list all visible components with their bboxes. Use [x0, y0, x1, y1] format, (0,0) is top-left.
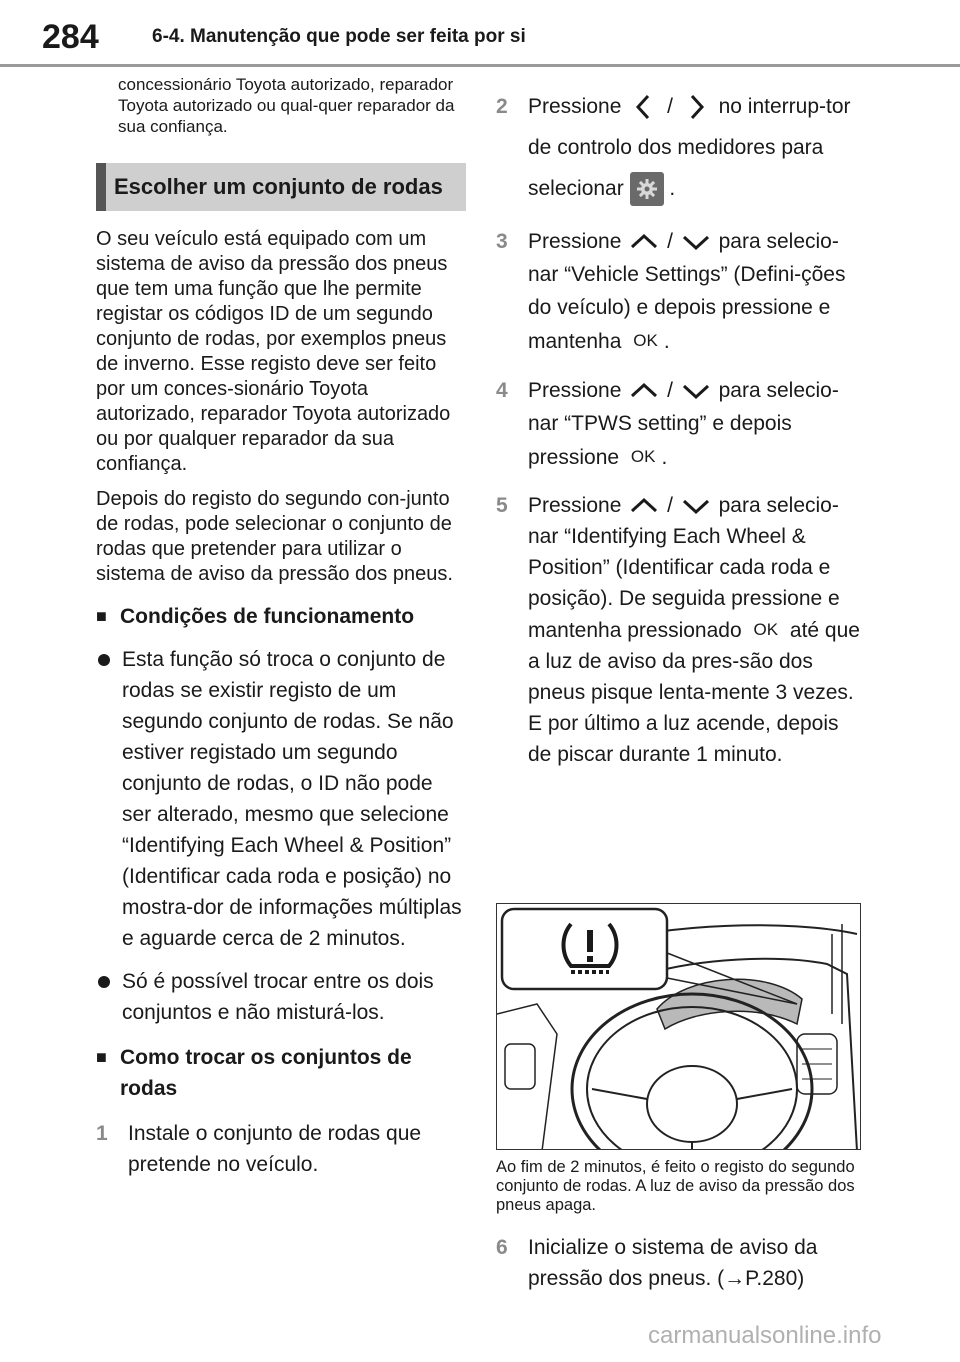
step-number: 1 — [96, 1122, 108, 1145]
step-number: 5 — [496, 494, 508, 517]
subheading-operating-conditions — [96, 601, 466, 632]
step-text: para selecio-nar “TPWS setting” e depois pressione — [528, 379, 839, 469]
square-bullet-icon: ■ — [96, 606, 107, 626]
topic-title: Escolher um conjunto de rodas — [114, 174, 443, 199]
step-text: Pressione — [528, 95, 622, 118]
step-body — [528, 86, 866, 209]
chevron-down-icon — [679, 231, 713, 253]
step-5 — [496, 490, 866, 770]
step-text: para selecio-nar “Identifying Each Wheel & Position” (Identificar cada roda e posição). De seguida pressione e mantenha pressionado — [528, 494, 840, 642]
page-number: 284 — [42, 18, 99, 56]
step-number: 2 — [496, 95, 508, 118]
step-text: no interrup-tor de controlo dos medidores para selecionar — [528, 95, 851, 200]
bullet-item — [96, 644, 466, 954]
chevron-up-icon — [627, 495, 661, 517]
step-text: até que a luz de aviso da pres-são dos pneus pisque lenta-mente 3 vezes. E por último a luz acende, depois de piscar durante 1 minuto. — [528, 619, 860, 766]
step-text: para selecio-nar “Vehicle Settings” (Defini-ções do veículo) e depois pressione e mantenha — [528, 230, 846, 353]
step-body — [528, 225, 866, 358]
step-text: . — [663, 330, 670, 353]
ok-button-label: OK — [753, 620, 779, 639]
ok-button-label: OK — [633, 331, 658, 350]
step-number: 4 — [496, 379, 508, 402]
step-2 — [496, 86, 866, 209]
chevron-left-icon — [627, 92, 661, 122]
subheading-how-to-switch — [96, 1042, 466, 1104]
bullet-text: Só é possível trocar entre os dois conjuntos e não misturá-los. — [122, 970, 434, 1024]
header-divider — [0, 64, 960, 67]
topic-heading — [96, 163, 466, 211]
watermark: carmanualsonline.info — [648, 1322, 882, 1349]
step-text: Inicialize o sistema de aviso da pressão dos pneus. (→P.280) — [528, 1236, 818, 1290]
ok-button-label: OK — [630, 447, 656, 466]
bullet-dot-icon — [96, 966, 122, 1028]
step-number: 3 — [496, 230, 508, 253]
intro-paragraph-1: O seu veículo está equipado com um sistema de aviso da pressão dos pneus que tem uma função que lhe permite registar os códigos ID de um segundo conjunto de rodas, por exemplos pneus de inverno. Esse registo deve ser feito por um conces-sionário Toyota autorizado, reparador Toyota autorizado ou por qualquer reparador da sua confiança. — [96, 228, 451, 475]
tpms-warning-icon — [555, 918, 625, 978]
square-bullet-icon: ■ — [96, 1047, 107, 1067]
step-body — [528, 490, 866, 770]
step-body — [528, 374, 866, 474]
section-title: 6-4. Manutenção que pode ser feita por si — [152, 26, 526, 47]
slash-separator: / — [667, 230, 673, 253]
step-4 — [496, 374, 866, 474]
intro-note: concessionário Toyota autorizado, reparador Toyota autorizado ou qual-quer reparador da sua confiança. — [118, 75, 455, 136]
chevron-right-icon — [679, 92, 713, 122]
chevron-up-icon — [627, 231, 661, 253]
figure-caption: Ao fim de 2 minutos, é feito o registo do segundo conjunto de rodas. A luz de aviso da pressão dos pneus apaga. — [496, 1158, 855, 1214]
step-number: 6 — [496, 1236, 508, 1259]
step-6 — [496, 1232, 866, 1294]
subheading-text: Condições de funcionamento — [120, 605, 415, 628]
gear-icon — [630, 172, 664, 206]
chevron-down-icon — [679, 380, 713, 402]
step-row — [496, 1232, 866, 1294]
right-column — [496, 86, 866, 770]
page-header — [0, 0, 960, 70]
step-text: . — [669, 177, 676, 200]
left-column — [96, 74, 466, 1180]
slash-separator: / — [667, 494, 673, 517]
bullet-dot-icon — [96, 644, 122, 954]
step-text: Pressione — [528, 494, 622, 517]
dashboard-illustration — [496, 903, 861, 1150]
step-text: . — [661, 446, 668, 469]
bullet-item — [96, 966, 466, 1028]
step-3 — [496, 225, 866, 358]
slash-separator: / — [667, 379, 673, 402]
chevron-up-icon — [627, 380, 661, 402]
step-text: Pressione — [528, 379, 622, 402]
step-1 — [96, 1118, 466, 1180]
step-text: Instale o conjunto de rodas que pretende no veículo. — [128, 1122, 422, 1176]
intro-paragraph-2: Depois do registo do segundo con-junto de rodas, pode selecionar o conjunto de rodas que pretender para utilizar o sistema de aviso da pressão dos pneus. — [96, 488, 453, 585]
chevron-down-icon — [679, 495, 713, 517]
step-text: Pressione — [528, 230, 622, 253]
bullet-text: Esta função só troca o conjunto de rodas se existir registo de um segundo conjunto de rodas. Se não estiver registado um segundo conjunto de rodas, o ID não pode ser alterado, mesmo que selecione “Identifying Each Wheel & Position” (Identificar cada roda e posição) no mostra-dor de informações múltiplas e aguarde cerca de 2 minutos. — [122, 648, 462, 950]
subheading-text: Como trocar os conjuntos de rodas — [120, 1046, 412, 1100]
slash-separator: / — [667, 95, 673, 118]
